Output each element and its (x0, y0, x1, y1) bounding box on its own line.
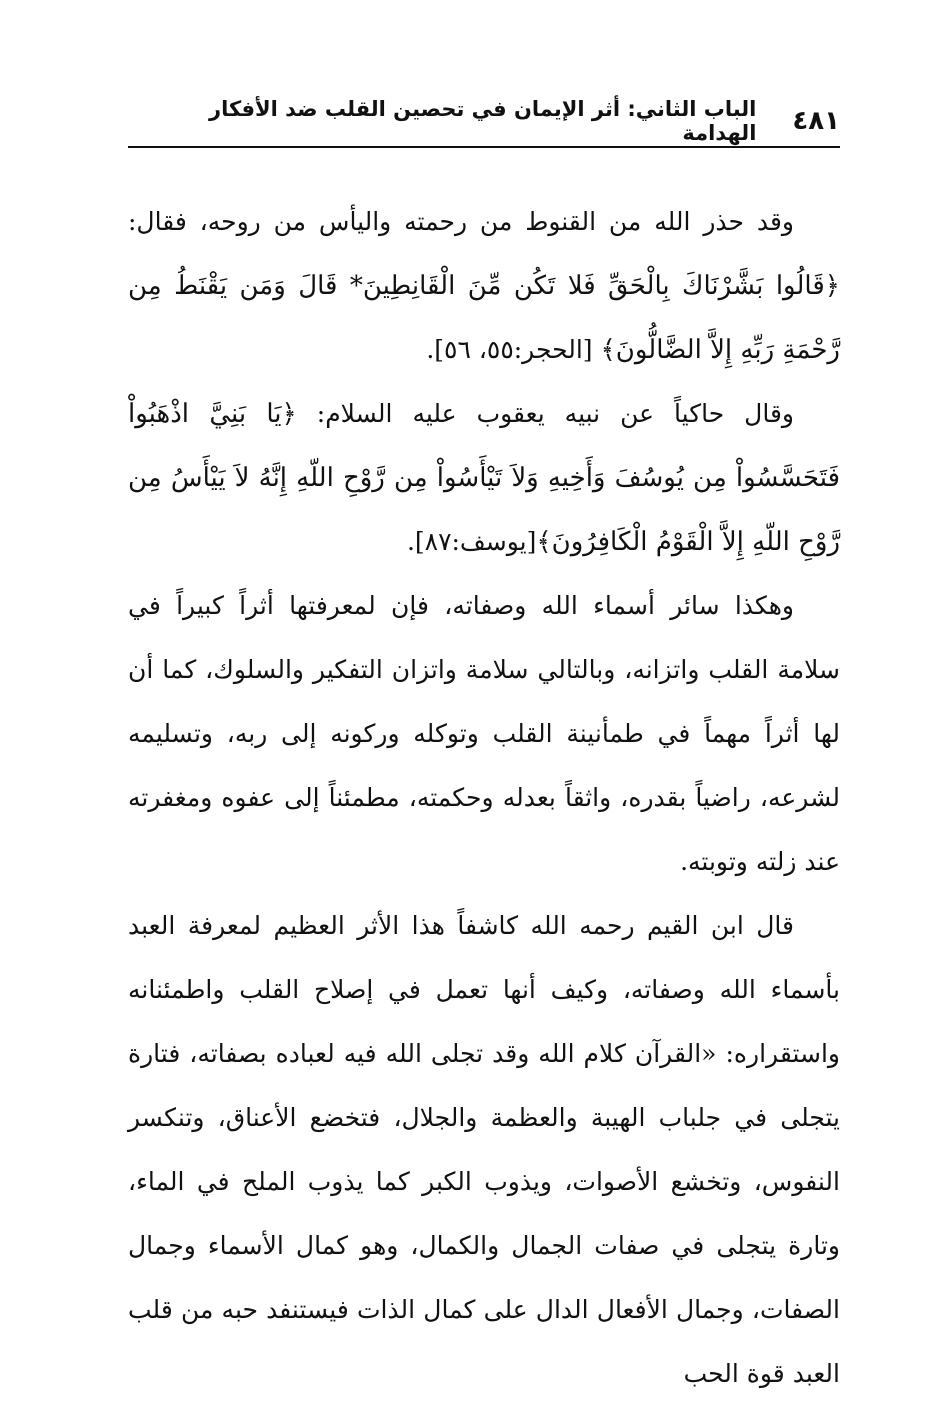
verse-reference: [الحجر:٥٥، ٥٦]. (426, 335, 601, 364)
paragraph-intro: وقال حاكياً عن نبيه يعقوب عليه السلام: (296, 399, 794, 428)
quran-verse: ﴿يَا بَنِيَّ اذْهَبُواْ فَتَحَسَّسُواْ مِن يُوسُفَ وَأَخِيهِ وَلاَ تَيْأَسُواْ مِن رَّوْحِ اللّهِ إِنَّهُ لاَ يَيْأَسُ مِن رَّوْحِ اللّهِ إِلاَّ الْقَوْمُ الْكَافِرُونَ﴾ (128, 399, 840, 557)
paragraph-quran-yusuf (128, 382, 840, 574)
page-body (128, 190, 840, 1406)
quran-verse: ﴿قَالُوا بَشَّرْنَاكَ بِالْحَقِّ فَلا تَكُن مِّنَ الْقَانِطِينَ* قَالَ وَمَن يَقْنَطُ مِن رَّحْمَةِ رَبِّهِ إِلاَّ الضَّالُّونَ﴾ (128, 271, 840, 365)
page-number: ٤٨١ (792, 106, 840, 136)
running-title: الباب الثاني: أثر الإيمان في تحصين القلب ضد الأفكار الهدامة (209, 97, 757, 145)
paragraph-intro: وقد حذر الله من القنوط من رحمته واليأس من روحه، فقال: (128, 207, 794, 236)
page-header (128, 97, 840, 145)
header-rule (128, 146, 840, 148)
paragraph-quran-hijr (128, 190, 840, 382)
paragraph-names-attributes: وهكذا سائر أسماء الله وصفاته، فإن لمعرفتها أثراً كبيراً في سلامة القلب واتزانه، وبالتالي سلامة واتزان التفكير والسلوك، كما أن لها أثراً مهماً في طمأنينة القلب وتوكله وركونه إلى ربه، وتسليمه لشرعه، راضياً بقدره، واثقاً بعدله وحكمته، مطمئناً إلى عفوه ومغفرته عند زلته وتوبته. (128, 591, 841, 876)
paragraph-ibn-qayyim-quote: قال ابن القيم رحمه الله كاشفاً هذا الأثر العظيم لمعرفة العبد بأسماء الله وصفاته، وكيف أنها تعمل في إصلاح القلب واطمئنانه واستقراره: «القرآن كلام الله وقد تجلى الله فيه لعباده بصفاته، فتارة يتجلى في جلباب الهيبة والعظمة والجلال، فتخضع الأعناق، وتنكسر النفوس، وتخشع الأصوات، ويذوب الكبر كما يذوب الملح في الماء، وتارة يتجلى في صفات الجمال والكمال، وهو كمال الأسماء وجمال الصفات، وجمال الأفعال الدال على كمال الذات فيستنفد حبه من قلب العبد قوة الحب (128, 911, 840, 1388)
verse-reference: [يوسف:٨٧]. (406, 527, 537, 556)
